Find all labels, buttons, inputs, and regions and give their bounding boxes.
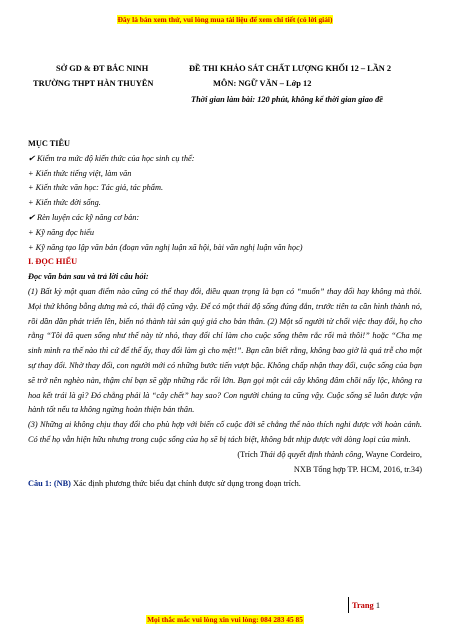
passage-paragraph-1: (1) Bất kỳ một quan điểm nào cũng có thể thay đổi, điều quan trọng là bạn có “muốn” thay đổi hay không mà thôi. Mọi thứ không bỗng dưng mà có, thái độ cũng vậy. Để có một thái độ sống đúng đắn, trước tiên ta cần hình thành nó, rồi dần dần phát triển lên, biến nó thành tài sản quý giá cho bản thân. (2) Một số người từ chối việc thay đổi, họ cho rằng “Tôi đã quen sống như thế này từ nhỏ, thay đổi chỉ làm cho cuộc sống thêm rắc rối mà thôi!” hoặc “Cha mẹ sinh mình ra thế nào thì cứ để thế ấy, thay đổi làm gì cho mệt!”. Bạn cần biết rằng, không bao giờ là quá trễ cho một sự thay đổi. Nhờ thay đổi, con người mới có những bước tiến vượt bậc. Không chấp nhận thay đổi, cuộc sống của bạn sẽ trở nên nghèo nàn, thậm chí bạn sẽ gặp những rắc rối lớn. Bạn gọi một cái cây không đâm chồi nẩy lộc, không ra hoa kết trái là gì? Đó chẳng phải là “cây chết” hay sao? Con người chúng ta cũng vậy. Cuộc sống sẽ luôn được vận hành tốt nếu ta không ngừng hoàn thiện bản thân. [28,286,422,415]
bottom-banner [0,615,450,624]
page-number-value: 1 [375,601,380,610]
citation-book-title: Thái độ quyết định thành công [259,449,362,459]
reading-instruction: Đọc văn bản sau và trả lời câu hỏi: [28,272,149,282]
exam-subject: MÔN: NGỮ VĂN – Lớp 12 [213,79,312,88]
top-banner [0,15,450,24]
exam-time: Thời gian làm bài: 120 phút, không kể thời gian giao đề [191,95,383,104]
bottom-banner-text: Mọi thắc mắc vui lòng xin vui lòng: 084 283 45 85 [147,615,303,624]
school-name: TRƯỜNG THPT HÀN THUYÊN [33,79,154,88]
objective-item: ✔ Rèn luyện các kỹ năng cơ bản: [28,212,140,222]
passage-paragraph-2: (3) Những ai không chịu thay đổi cho phù hợp với biến cố cuộc đời sẽ chẳng thể nào thích nghi được với hoàn cảnh. Có thể họ vẫn hiện hữu nhưng trong cuộc sống của họ sẽ bị tách biệt, không bắt nhịp được với dòng loại của mình. [28,420,422,444]
top-banner-text: Đây là bản xem thử, vui lòng mua tài liệu để xem chi tiết (có lời giải) [117,15,333,24]
objective-item: + Kiến thức tiếng việt, làm văn [28,168,132,178]
objective-item: + Kỹ năng tạo lập văn bản (đoạn văn nghị luận xã hội, bài văn nghị luận văn học) [28,242,303,252]
objectives-title: MỤC TIÊU [28,139,71,148]
question-1-text: Xác định phương thức biểu đạt chính được sử dụng trong đoạn trích. [70,479,301,489]
section-title: I. ĐỌC HIỂU [28,257,78,267]
citation-line-1 [28,448,422,463]
page-word: Trang [352,601,374,610]
citation-author: , Wayne Cordeiro, [361,449,422,459]
objective-item: + Kiến thức văn học: Tác giả, tác phẩm. [28,183,164,193]
objective-item: ✔ Kiểm tra mức độ kiến thức của học sinh cụ thể: [28,153,195,163]
citation-line-2: NXB Tổng hợp TP. HCM, 2016, tr.34) [293,464,422,474]
citation-prefix: (Trích [237,449,260,459]
school-dept: SỞ GD & ĐT BẮC NINH [56,64,149,73]
objective-item: + Kỹ năng đọc hiểu [28,227,94,237]
document-body [28,137,422,492]
objective-item: + Kiến thức đời sống. [28,198,101,208]
exam-title: ĐỀ THI KHẢO SÁT CHẤT LƯỢNG KHỐI 12 – LẦN 2 [189,64,392,73]
question-1 [28,477,422,492]
question-1-label: Câu 1: (NB) [28,479,71,489]
footer-divider [348,597,349,613]
page-number [352,601,380,610]
